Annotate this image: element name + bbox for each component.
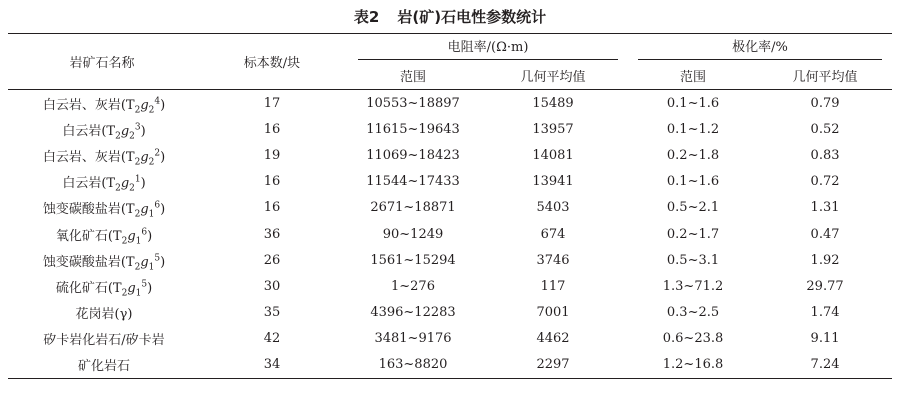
resistivity-range: 2671~18871: [370, 200, 456, 216]
resistivity-mean: 14081: [532, 147, 574, 163]
resistivity-mean: 13941: [532, 174, 574, 190]
rock-name: 硫化矿石: [55, 280, 108, 296]
resistivity-table: [8, 33, 892, 379]
formation-s2: 1: [135, 236, 142, 247]
header-resistivity: 电阻率/(Ω·m): [358, 36, 618, 60]
polarization-range: 0.2~1.8: [666, 147, 720, 163]
formation-code: $(T_2g_1^6)$: [107, 227, 153, 247]
formation-code: $(T_2g_2^2)$: [120, 148, 166, 168]
resistivity-mean: 2297: [536, 357, 570, 373]
formation-base: T: [125, 149, 135, 165]
resistivity-mean: 5403: [536, 200, 570, 216]
header-name: 岩矿石名称: [8, 34, 196, 90]
sample-count: 42: [263, 331, 281, 347]
formation-s2: 2: [129, 183, 135, 194]
formation-g: g: [120, 176, 130, 192]
polarization-mean: 1.74: [810, 305, 840, 321]
polarization-range: 0.6~23.8: [662, 331, 724, 347]
caption-label: 表2: [353, 8, 380, 26]
sample-count: 16: [263, 121, 281, 137]
formation-s1: 2: [121, 236, 128, 247]
formation-s2: 2: [148, 157, 155, 168]
table-row: [8, 169, 892, 195]
formation-code: $(T_2g_2^1)$: [101, 174, 146, 194]
formation-sup: 6: [141, 227, 148, 238]
rock-name-cell: [8, 116, 196, 142]
formation-g: g: [140, 97, 149, 113]
formation-s1: 2: [134, 105, 141, 116]
table-row: [8, 116, 892, 142]
formation-s1: 2: [121, 288, 128, 299]
rock-name: 矽卡岩化岩石/矽卡岩: [43, 333, 165, 349]
polarization-range: 0.5~2.1: [666, 200, 720, 216]
sample-count: 17: [263, 95, 281, 111]
polarization-range: 1.2~16.8: [662, 357, 724, 373]
header-pol-mean: 几何平均值: [758, 62, 892, 90]
resistivity-mean: 13957: [532, 121, 574, 137]
table-row: [8, 300, 892, 326]
formation-sup: 3: [134, 122, 141, 133]
rock-name-cell: [8, 326, 196, 352]
polarization-mean: 1.31: [810, 200, 840, 216]
rock-name-cell: [8, 195, 196, 221]
caption-title: 岩(矿)石电性参数统计: [397, 8, 547, 26]
resistivity-range: 11069~18423: [366, 147, 460, 163]
formation-s1: 2: [134, 262, 141, 273]
rock-name-cell: [8, 247, 196, 273]
table-row: [8, 142, 892, 168]
resistivity-mean: 3746: [536, 252, 570, 268]
rock-name: 白云岩: [62, 176, 102, 192]
formation-s1: 2: [134, 157, 141, 168]
resistivity-mean: 4462: [536, 331, 570, 347]
formation-base: T: [106, 176, 116, 192]
rock-name: 蚀变碳酸盐岩: [42, 254, 121, 270]
resistivity-mean: 674: [540, 226, 566, 242]
polarization-mean: 0.72: [810, 174, 840, 190]
resistivity-range: 163~8820: [378, 357, 448, 373]
table-row: [8, 90, 892, 117]
resistivity-mean: 7001: [536, 305, 570, 321]
rock-name: 白云岩: [62, 123, 102, 139]
formation-code: $(T_2g_1^5)$: [107, 279, 153, 299]
formation-s1: 2: [115, 183, 121, 194]
formation-s2: 2: [148, 105, 155, 116]
formation-sup: 4: [154, 96, 161, 107]
header-resistivity-group: [348, 34, 628, 63]
formation-sup: 6: [154, 201, 161, 212]
sample-count: 16: [263, 174, 281, 190]
resistivity-range: 90~1249: [382, 226, 444, 242]
formation-s2: 2: [129, 131, 135, 142]
resistivity-mean: 117: [540, 278, 566, 294]
header-res-mean: 几何平均值: [478, 62, 628, 90]
polarization-range: 0.5~3.1: [666, 252, 720, 268]
polarization-mean: 1.92: [810, 252, 840, 268]
polarization-range: 0.1~1.6: [666, 95, 720, 111]
header-polarization: 极化率/%: [638, 36, 882, 60]
formation-sup: 2: [154, 148, 161, 159]
polarization-mean: 0.47: [810, 226, 840, 242]
formation-code: $(T_2g_1^6)$: [120, 201, 166, 220]
formation-s1: 2: [115, 131, 121, 142]
sample-count: 26: [263, 252, 281, 268]
formation-g: g: [140, 254, 149, 270]
header-res-range: 范围: [348, 62, 478, 90]
rock-name: 矿化岩石: [77, 359, 130, 375]
formation-base: T: [125, 202, 135, 218]
formation-s1: 2: [134, 209, 141, 220]
formation-g: g: [140, 202, 149, 218]
polarization-mean: 7.24: [810, 357, 840, 373]
formation-sup: 1: [134, 174, 141, 185]
polarization-range: 1.3~71.2: [662, 278, 724, 294]
resistivity-range: 1~276: [391, 278, 435, 294]
sample-count: 16: [263, 200, 281, 216]
formation-g: g: [127, 280, 136, 296]
header-polarization-group: [628, 34, 892, 63]
rock-name-cell: [8, 273, 196, 299]
rock-name: 氧化矿石: [55, 228, 108, 244]
table-row: [8, 352, 892, 379]
sample-count: 19: [263, 147, 281, 163]
polarization-mean: 0.83: [810, 147, 840, 163]
polarization-range: 0.2~1.7: [666, 226, 720, 242]
table-row: [8, 273, 892, 299]
formation-code: $(T_2g_1^5)$: [120, 253, 166, 273]
table-caption: [0, 6, 900, 27]
resistivity-range: 4396~12283: [370, 305, 456, 321]
resistivity-range: 11544~17433: [366, 174, 460, 190]
table-row: [8, 221, 892, 247]
resistivity-range: 10553~18897: [366, 95, 460, 111]
rock-name-cell: [8, 169, 196, 195]
polarization-range: 0.1~1.2: [666, 121, 720, 137]
sample-count: 36: [263, 226, 281, 242]
rock-name: 白云岩、灰岩: [42, 149, 121, 165]
rock-name: 花岗岩(γ): [75, 307, 133, 323]
rock-name-cell: [8, 142, 196, 168]
rock-name: 蚀变碳酸盐岩: [42, 202, 121, 218]
formation-code: $(T_2g_2^3)$: [101, 122, 146, 142]
table-row: [8, 326, 892, 352]
formation-base: T: [106, 123, 116, 139]
formation-s2: 1: [135, 288, 142, 299]
resistivity-range: 1561~15294: [370, 252, 456, 268]
rock-name-cell: [8, 352, 196, 379]
formation-sup: 5: [141, 279, 148, 290]
formation-base: T: [112, 280, 122, 296]
formation-s2: 1: [148, 262, 155, 273]
table-row: [8, 247, 892, 273]
resistivity-mean: 15489: [532, 95, 574, 111]
formation-code: $(T_2g_2^4)$: [120, 96, 166, 116]
sample-count: 35: [263, 305, 281, 321]
rock-name-cell: [8, 300, 196, 326]
formation-base: T: [125, 254, 135, 270]
formation-g: g: [140, 149, 149, 165]
table-body: [8, 90, 892, 379]
formation-sup: 5: [154, 253, 161, 264]
formation-base: T: [125, 97, 135, 113]
formation-g: g: [127, 228, 136, 244]
resistivity-range: 11615~19643: [366, 121, 460, 137]
header-pol-range: 范围: [628, 62, 758, 90]
resistivity-range: 3481~9176: [374, 331, 452, 347]
polarization-range: 0.3~2.5: [666, 305, 720, 321]
polarization-range: 0.1~1.6: [666, 174, 720, 190]
sample-count: 30: [263, 278, 281, 294]
rock-name: 白云岩、灰岩: [42, 97, 121, 113]
rock-name-cell: [8, 90, 196, 117]
sample-count: 34: [263, 357, 281, 373]
table-row: [8, 195, 892, 221]
formation-base: T: [112, 228, 122, 244]
polarization-mean: 0.52: [810, 121, 840, 137]
header-count: 标本数/块: [196, 34, 348, 90]
formation-s2: 1: [148, 209, 155, 220]
formation-g: g: [120, 123, 130, 139]
polarization-mean: 0.79: [810, 95, 840, 111]
polarization-mean: 29.77: [806, 278, 844, 294]
rock-name-cell: [8, 221, 196, 247]
polarization-mean: 9.11: [810, 331, 840, 347]
